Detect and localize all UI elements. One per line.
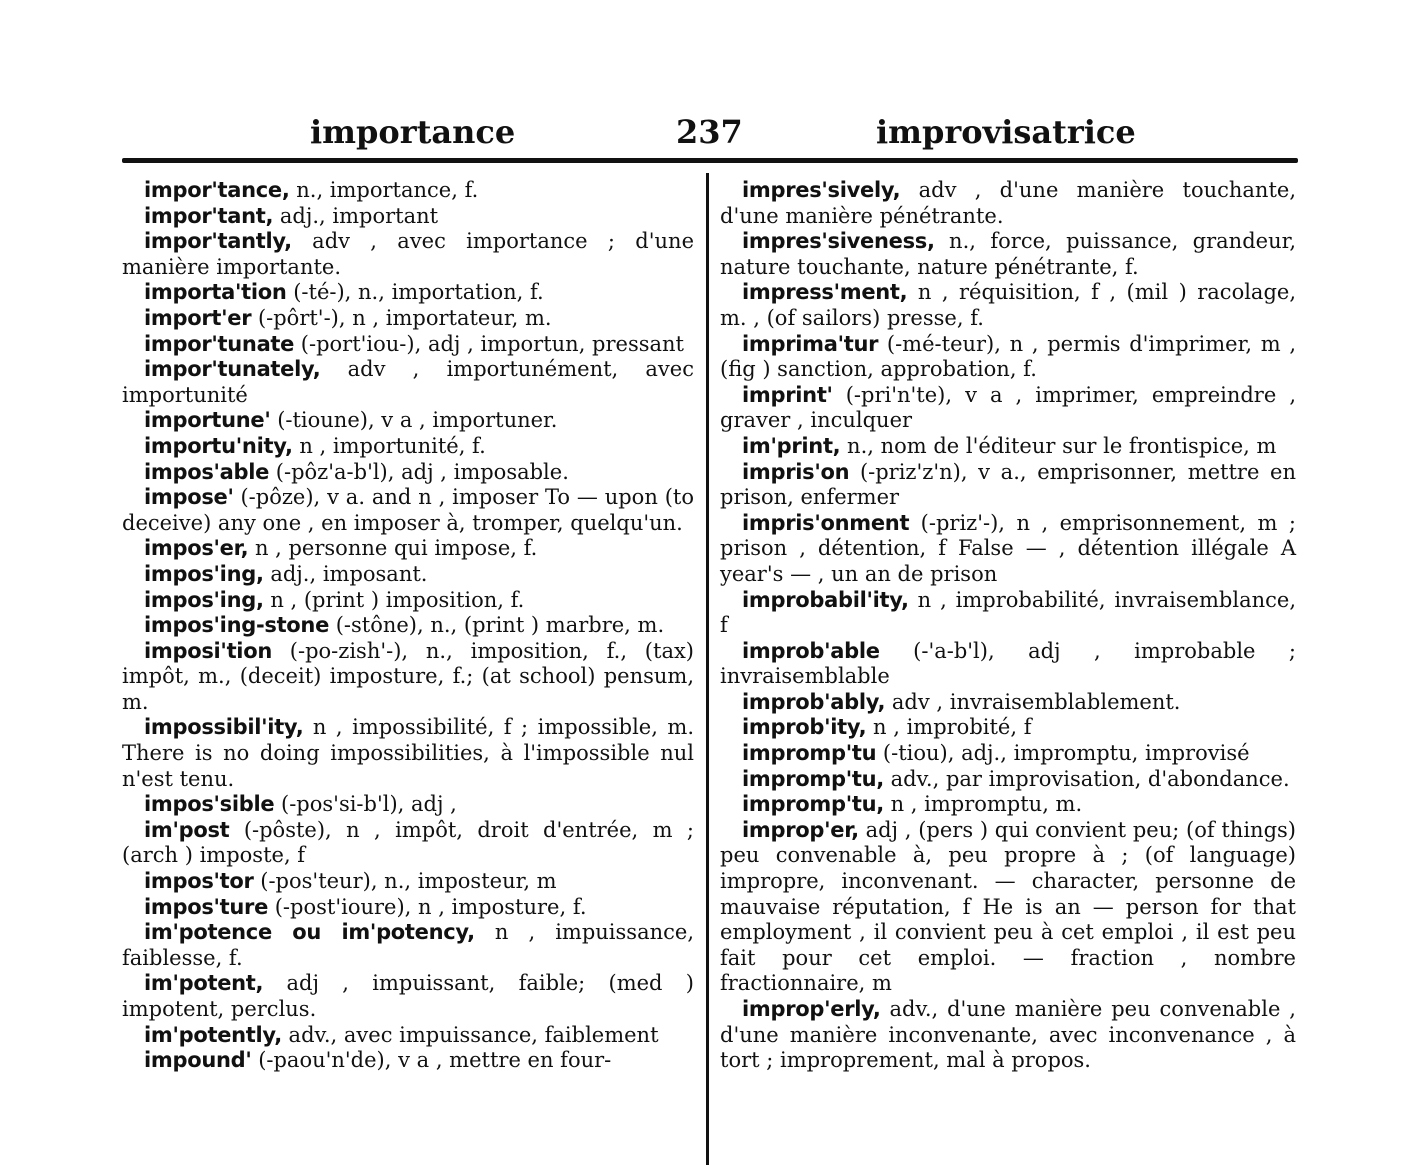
entry-headword: impor'tunately, [144, 357, 321, 382]
entry-definition: (-stône), n., (print ) marbre, m. [329, 613, 665, 638]
entry-headword: im'potent, [144, 971, 264, 996]
entry-definition: adv., d'une manière peu convenable , d'une manière inconvenante, avec inconvenance , à tort ; improprement, mal à propos. [720, 997, 1296, 1073]
dictionary-entry [122, 434, 694, 460]
dictionary-entry [122, 588, 694, 614]
entry-headword: import'er [144, 305, 252, 330]
dictionary-entry [122, 357, 694, 408]
right-column [720, 178, 1296, 1074]
dictionary-entry [720, 792, 1296, 818]
entry-definition: (-port'iou-), adj , importun, pressant [294, 331, 684, 356]
entry-definition: adj , impuissant, faible; (med ) impotent, perclus. [122, 971, 694, 1021]
entry-definition: n., importance, f. [289, 178, 479, 202]
dictionary-entry [720, 715, 1296, 741]
entry-headword: impos'able [144, 459, 270, 484]
dictionary-entry [122, 229, 694, 280]
entry-definition: (-po-zish'-), n., imposition, f., (tax) impôt, m., (deceit) imposture, f.; (at school) pensum, m. [122, 638, 694, 714]
entry-definition: n , impuissance, faiblesse, f. [122, 920, 694, 970]
entry-definition: (-pôrt'-), n , importateur, m. [251, 305, 552, 330]
entry-definition: (-priz'-), n , emprisonnement, m ; prison , détention, f False — , détention illégale A year's — , un an de prison [720, 510, 1296, 586]
dictionary-entry [122, 460, 694, 486]
entry-definition: n , improbabilité, invraisemblance, f [720, 587, 1296, 638]
dictionary-entry [720, 639, 1296, 690]
entry-headword: importa'tion [144, 280, 287, 305]
entry-definition: (-mé-teur), n , permis d'imprimer, m , (fig ) sanction, approbation, f. [720, 331, 1296, 382]
dictionary-entry [122, 818, 694, 869]
dictionary-entry [720, 767, 1296, 793]
entry-headword: impose' [144, 485, 234, 510]
entry-definition: adv , invraisemblablement. [885, 689, 1181, 714]
entry-definition: (-pos'teur), n., imposteur, m [253, 869, 557, 894]
dictionary-entry [122, 204, 694, 230]
entry-headword: impos'ing, [144, 561, 264, 586]
entry-definition: adj , (pers ) qui convient peu; (of things) peu convenable à, peu propre à ; (of language) impropre, inconvenant. — character, personne de mauvaise réputation, f He is an — person for that employment , il convient peu à cet emploi , il est peu fait pour cet emploi. — fraction , nombre fractionnaire, m [720, 817, 1296, 996]
entry-definition: n , improbité, f [866, 715, 1032, 740]
dictionary-entry [122, 485, 694, 536]
dictionary-entry [122, 920, 694, 971]
entry-definition: adv , avec importance ; d'une manière importante. [122, 229, 694, 279]
page-header [0, 110, 1421, 160]
dictionary-entry [122, 869, 694, 895]
entry-definition: (-pos'si-b'l), adj , [274, 792, 457, 817]
entry-definition: n , importunité, f. [292, 433, 486, 458]
dictionary-entry [720, 690, 1296, 716]
entry-headword: impound' [144, 1048, 252, 1073]
entry-definition: (-post'ioure), n , imposture, f. [268, 894, 587, 919]
dictionary-entry [122, 613, 694, 639]
dictionary-entry [720, 332, 1296, 383]
entry-definition: n , personne qui impose, f. [248, 536, 538, 561]
entry-headword: impromp'tu, [742, 792, 884, 817]
entry-definition: adj., important [273, 203, 439, 228]
entry-headword: impris'onment [742, 510, 910, 535]
entry-definition: adv , importunément, avec importunité [122, 357, 694, 407]
entry-headword: impromp'tu, [742, 766, 884, 791]
entry-headword: improb'ity, [742, 715, 867, 740]
left-guide-word: importance [310, 113, 516, 151]
entry-headword: impos'er, [144, 536, 249, 561]
entry-headword: im'potently, [144, 1022, 282, 1047]
dictionary-entry [720, 280, 1296, 331]
dictionary-entry [122, 895, 694, 921]
entry-headword: impress'ment, [742, 280, 908, 305]
dictionary-entry [720, 460, 1296, 511]
entry-headword: improb'ably, [742, 689, 886, 714]
entry-definition: (-pôz'a-b'l), adj , imposable. [269, 459, 569, 484]
entry-definition: (-'a-b'l), adj , improbable ; invraisemblable [720, 638, 1296, 689]
header-rule [122, 158, 1298, 163]
entry-headword: impris'on [742, 459, 850, 484]
dictionary-entry [122, 1048, 694, 1074]
entry-headword: impor'tance, [144, 178, 290, 202]
entry-headword: importune' [144, 408, 271, 433]
dictionary-entry [122, 792, 694, 818]
dictionary-entry [122, 639, 694, 716]
entry-definition: n , réquisition, f , (mil ) racolage, m. , (of sailors) presse, f. [720, 280, 1296, 330]
entry-headword: imprima'tur [742, 331, 879, 356]
entry-headword: impor'tantly, [144, 229, 292, 254]
entry-definition: (-tioune), v a , importuner. [270, 408, 558, 433]
dictionary-entry [720, 511, 1296, 588]
entry-definition: (-pôste), n , impôt, droit d'entrée, m ; (arch ) imposte, f [122, 817, 694, 868]
entry-definition: (-pôze), v a. and n , imposer To — upon (to deceive) any one , en imposer à, tromper, quelqu'un. [122, 485, 694, 535]
entry-headword: im'potence ou im'potency, [144, 920, 475, 945]
left-column [122, 178, 694, 1074]
entry-headword: improp'erly, [742, 997, 881, 1021]
entry-headword: imprint' [742, 382, 833, 407]
dictionary-entry [122, 178, 694, 204]
entry-definition: adv., avec impuissance, faiblement [281, 1022, 659, 1047]
dictionary-entry [122, 332, 694, 358]
entry-headword: impossibil'ity, [144, 715, 304, 740]
entry-headword: importu'nity, [144, 433, 293, 458]
dictionary-entry [720, 997, 1296, 1074]
entry-definition: adj., imposant. [263, 561, 428, 586]
entry-headword: im'print, [742, 433, 841, 458]
entry-headword: im'post [144, 817, 230, 842]
entry-definition: (-priz'z'n), v a., emprisonner, mettre en prison, enfermer [720, 459, 1296, 510]
page-number: 237 [676, 113, 743, 151]
entry-headword: improbabil'ity, [742, 587, 909, 612]
entry-headword: impres'siveness, [742, 229, 935, 254]
entry-definition: (-té-), n., importation, f. [286, 280, 544, 305]
entry-definition: adv , d'une manière touchante, d'une manière pénétrante. [720, 178, 1296, 228]
entry-definition: adv., par improvisation, d'abondance. [883, 766, 1290, 791]
dictionary-entry [122, 408, 694, 434]
entry-headword: impos'sible [144, 792, 275, 817]
dictionary-entry [720, 434, 1296, 460]
dictionary-entry [122, 715, 694, 792]
entry-headword: impor'tunate [144, 331, 295, 356]
dictionary-entry [720, 229, 1296, 280]
entry-headword: improp'er, [742, 817, 859, 842]
dictionary-entry [122, 306, 694, 332]
dictionary-entry [122, 562, 694, 588]
entry-definition: (-tiou), adj., impromptu, improvisé [876, 741, 1250, 766]
dictionary-entry [720, 383, 1296, 434]
entry-headword: improb'able [742, 638, 880, 663]
dictionary-entry [720, 818, 1296, 997]
entry-definition: (-pri'n'te), v a , imprimer, empreindre , graver , inculquer [720, 382, 1296, 433]
dictionary-entry [720, 588, 1296, 639]
entry-definition: n , (print ) imposition, f. [263, 587, 525, 612]
dictionary-entry [720, 741, 1296, 767]
entry-headword: impos'ture [144, 894, 269, 919]
dictionary-entry [122, 536, 694, 562]
entry-definition: n., nom de l'éditeur sur le frontispice, m [840, 433, 1277, 458]
entry-definition: n., force, puissance, grandeur, nature touchante, nature pénétrante, f. [720, 229, 1296, 279]
entry-definition: n , impossibilité, f ; impossible, m. There is no doing impossibilities, à l'impossible nul n'est tenu. [122, 715, 694, 791]
dictionary-entry [720, 178, 1296, 229]
entry-headword: impos'ing, [144, 587, 264, 612]
entry-headword: impos'ing-stone [144, 613, 330, 638]
entry-definition: n , impromptu, m. [883, 792, 1083, 817]
dictionary-entry [122, 971, 694, 1022]
column-divider [706, 173, 709, 1165]
entry-definition: (-paou'n'de), v a , mettre en four- [251, 1048, 612, 1073]
entry-headword: impos'tor [144, 869, 254, 894]
right-guide-word: improvisatrice [876, 113, 1136, 151]
dictionary-entry [122, 280, 694, 306]
entry-headword: impres'sively, [742, 178, 901, 202]
dictionary-entry [122, 1023, 694, 1049]
entry-headword: impor'tant, [144, 203, 274, 228]
entry-headword: imposi'tion [144, 638, 272, 663]
entry-headword: impromp'tu [742, 741, 877, 766]
